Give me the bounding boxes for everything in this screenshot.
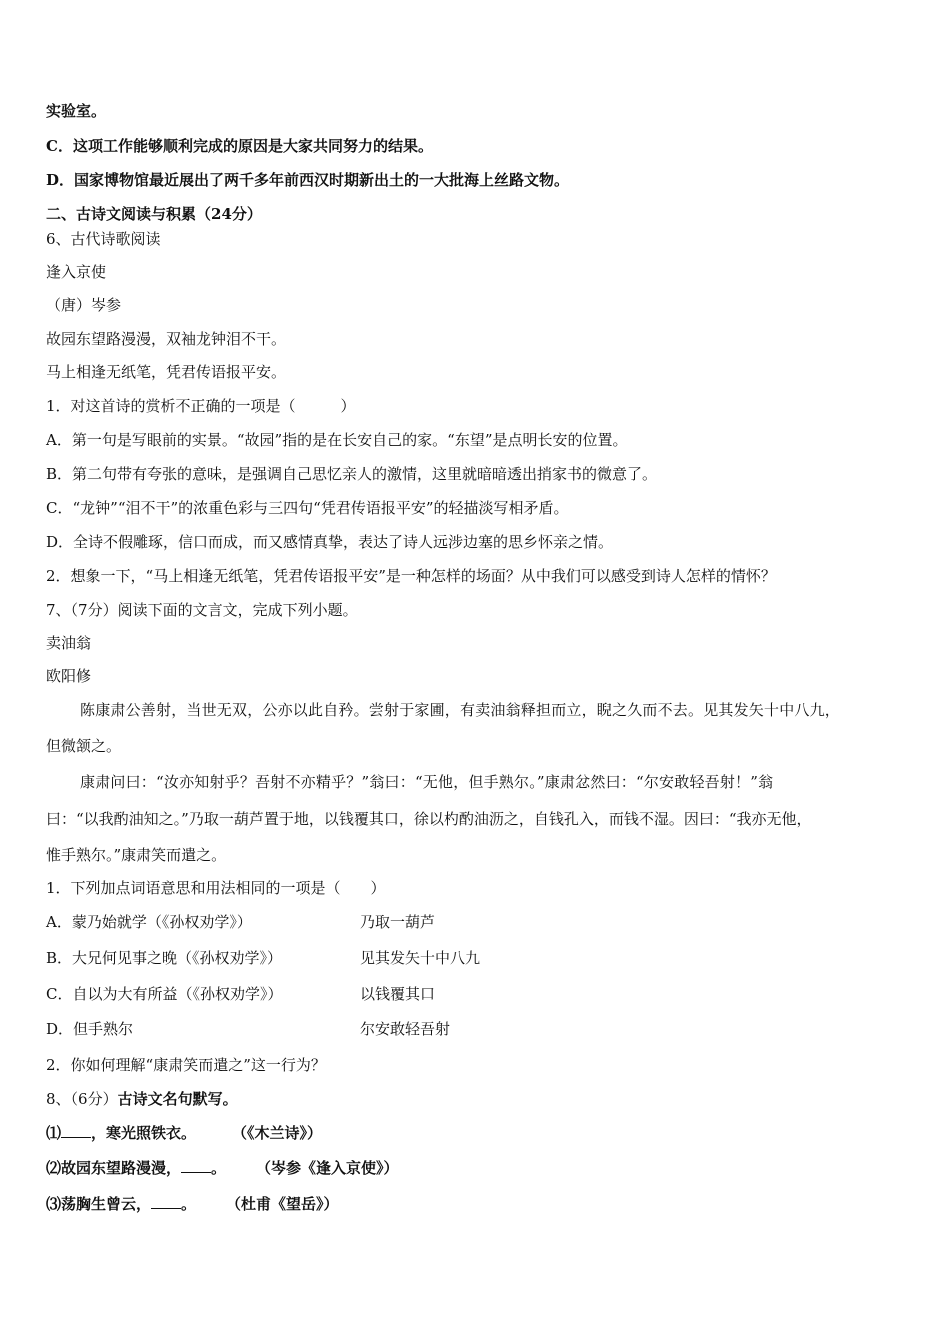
q8-title-main: 古诗文名句默写。 [117, 1090, 238, 1108]
q7-pair-left: B．大兄何见事之晚（《孙权劝学》） [46, 949, 283, 967]
item-source: （杜甫《望岳》） [226, 1195, 339, 1213]
item-before: 荡胸生曾云， [61, 1195, 152, 1213]
item-number: ⑵ [46, 1159, 62, 1177]
answer-blank[interactable] [151, 1194, 181, 1209]
q7-pair-left: C．自以为大有所益（《孙权劝学》） [46, 985, 283, 1003]
prev-option-c: C．这项工作能够顺利完成的原因是大家共同努力的结果。 [46, 137, 433, 155]
item-after: 。 [211, 1159, 227, 1177]
item-source: （岑参《逢入京使》） [256, 1159, 399, 1177]
q7-pair-right: 见其发矢十中八九 [360, 949, 481, 967]
passage-line: 惟手熟尔。”康肃笑而遣之。 [46, 846, 227, 864]
q7-pair-right: 尔安敢轻吾射 [360, 1020, 451, 1038]
q6-option-d: D．全诗不假雕琢，信口而成，而又感情真挚，表达了诗人远涉边塞的思乡怀亲之情。 [46, 533, 614, 551]
q7-title: 7、（7分）阅读下面的文言文，完成下列小题。 [46, 601, 358, 619]
passage-line: 陈康肃公善射，当世无双，公亦以此自矜。尝射于家圃，有卖油翁释担而立，睨之久而不去。见其发矢十中八九， [80, 701, 841, 719]
q7-pair-right: 乃取一葫芦 [360, 913, 436, 931]
q6-option-b: B．第二句带有夸张的意味，是强调自己思忆亲人的激情，这里就暗暗透出捎家书的微意了。 [46, 465, 658, 483]
item-after: 。 [181, 1195, 197, 1213]
q6-option-c: C．“龙钟”“泪不干”的浓重色彩与三四句“凭君传语报平安”的轻描淡写相矛盾。 [46, 499, 569, 517]
prev-option-tail: 实验室。 [46, 102, 107, 120]
poem-line: 马上相逢无纸笔，凭君传语报平安。 [46, 363, 287, 381]
q7-sub1: 1．下列加点词语意思和用法相同的一项是（ ） [46, 879, 386, 897]
item-after: ，寒光照铁衣。 [91, 1124, 197, 1142]
q7-pair-left: A．蒙乃始就学（《孙权劝学》） [46, 913, 252, 931]
poem-line: 故园东望路漫漫，双袖龙钟泪不干。 [46, 330, 287, 348]
q8-item [46, 1123, 322, 1143]
answer-blank[interactable] [61, 1123, 91, 1138]
text-title: 卖油翁 [46, 634, 92, 652]
q7-pair-left: D．但手熟尔 [46, 1020, 134, 1038]
q6-option-a: A．第一句是写眼前的实景。“故园”指的是在长安自己的家。“东望”是点明长安的位置。 [46, 431, 628, 449]
q8-title-prefix: 8、（6分） [46, 1090, 118, 1108]
passage-line: 康肃问曰：“汝亦知射乎？吾射不亦精乎？”翁曰：“无他，但手熟尔。”康肃忿然曰：“尔安敢轻吾射！”翁 [80, 773, 774, 791]
answer-blank[interactable] [181, 1158, 211, 1173]
q6-sub2: 2．想象一下，“马上相逢无纸笔，凭君传语报平安”是一种怎样的场面？从中我们可以感受到诗人怎样的情怀？ [46, 567, 776, 585]
item-before: 故园东望路漫漫， [61, 1159, 182, 1177]
q7-pair-right: 以钱覆其口 [360, 985, 436, 1003]
q6-sub1: 1．对这首诗的赏析不正确的一项是（ ） [46, 397, 356, 415]
item-source: （《木兰诗》） [232, 1124, 323, 1142]
item-number: ⑴ [46, 1124, 62, 1142]
prev-option-d: D．国家博物馆最近展出了两千多年前西汉时期新出土的一大批海上丝路文物。 [46, 171, 570, 189]
item-number: ⑶ [46, 1195, 62, 1213]
q8-title [46, 1089, 238, 1109]
section-2-title: 二、古诗文阅读与积累（24分） [46, 205, 262, 223]
q6-title: 6、古代诗歌阅读 [46, 230, 161, 248]
passage-line: 曰：“以我酌油知之。”乃取一葫芦置于地，以钱覆其口，徐以杓酌油沥之，自钱孔入，而钱不湿。因曰：“我亦无他， [46, 810, 812, 828]
poem-title: 逢入京使 [46, 263, 107, 281]
text-author: 欧阳修 [46, 667, 92, 685]
poem-author: （唐）岑参 [46, 296, 122, 314]
passage-line: 但微颔之。 [46, 737, 122, 755]
q7-sub2: 2．你如何理解“康肃笑而遣之”这一行为？ [46, 1056, 326, 1074]
q8-item [46, 1194, 339, 1214]
q8-item [46, 1158, 399, 1178]
